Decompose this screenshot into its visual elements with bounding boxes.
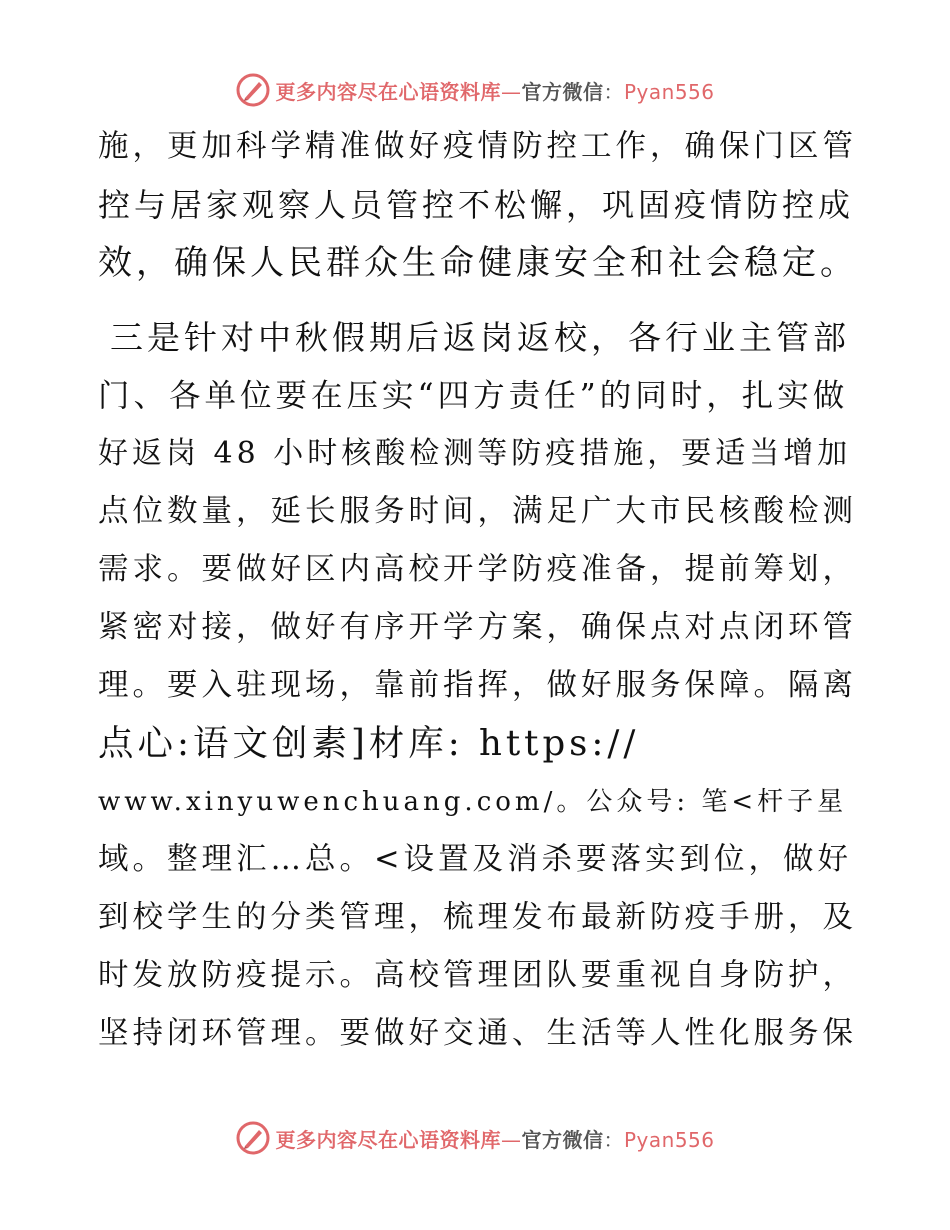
text-line: 门、各单位要在压实“四方责任”的同时，扎实做: [98, 378, 849, 414]
text-line: 到校学生的分类管理，梳理发布最新防疫手册，及: [98, 900, 857, 935]
header-watermark-banner: [0, 70, 950, 110]
text-line: 理。要入驻现场，靠前指挥，做好服务保障。隔离: [98, 668, 857, 703]
pen-circle-logo-icon: [235, 72, 271, 108]
text-line: 点心:语文创素]材库: https://: [98, 723, 640, 764]
text-line: 施，更加科学精准做好疫情防控工作，确保门区管: [98, 129, 857, 164]
banner-text: 更多内容尽在心语资料库—官方微信：Pyan556: [275, 1127, 715, 1152]
text-line: 好返岗 48 小时核酸检测等防疫措施，要适当增加: [98, 436, 852, 471]
text-line: 点位数量，延长服务时间，满足广大市民核酸检测: [98, 494, 857, 529]
text-line: 需求。要做好区内高校开学防疫准备，提前筹划，: [98, 552, 857, 587]
text-line-url: www.xinyuwenchuang.com/。公众号: 笔<杆子星: [98, 787, 848, 817]
text-line: 效，确保人民群众生命健康安全和社会稳定。: [98, 243, 858, 283]
text-line: 域。整理汇…总。<设置及消杀要落实到位，做好: [98, 842, 853, 877]
banner-text: 更多内容尽在心语资料库—官方微信：Pyan556: [275, 79, 715, 104]
paragraph-start-line: 三是针对中秋假期后返岗返校，各行业主管部: [110, 318, 850, 357]
document-body: [98, 118, 858, 1063]
text-line: 紧密对接，做好有序开学方案，确保点对点闭环管: [98, 610, 857, 645]
text-line: 时发放防疫提示。高校管理团队要重视自身防护，: [98, 958, 857, 993]
text-line: 控与居家观察人员管控不松懈，巩固疫情防控成: [98, 186, 855, 224]
pen-circle-logo-icon: [235, 1120, 271, 1156]
footer-watermark-banner: [0, 1118, 950, 1158]
text-line: 坚持闭环管理。要做好交通、生活等人性化服务保: [98, 1016, 857, 1051]
